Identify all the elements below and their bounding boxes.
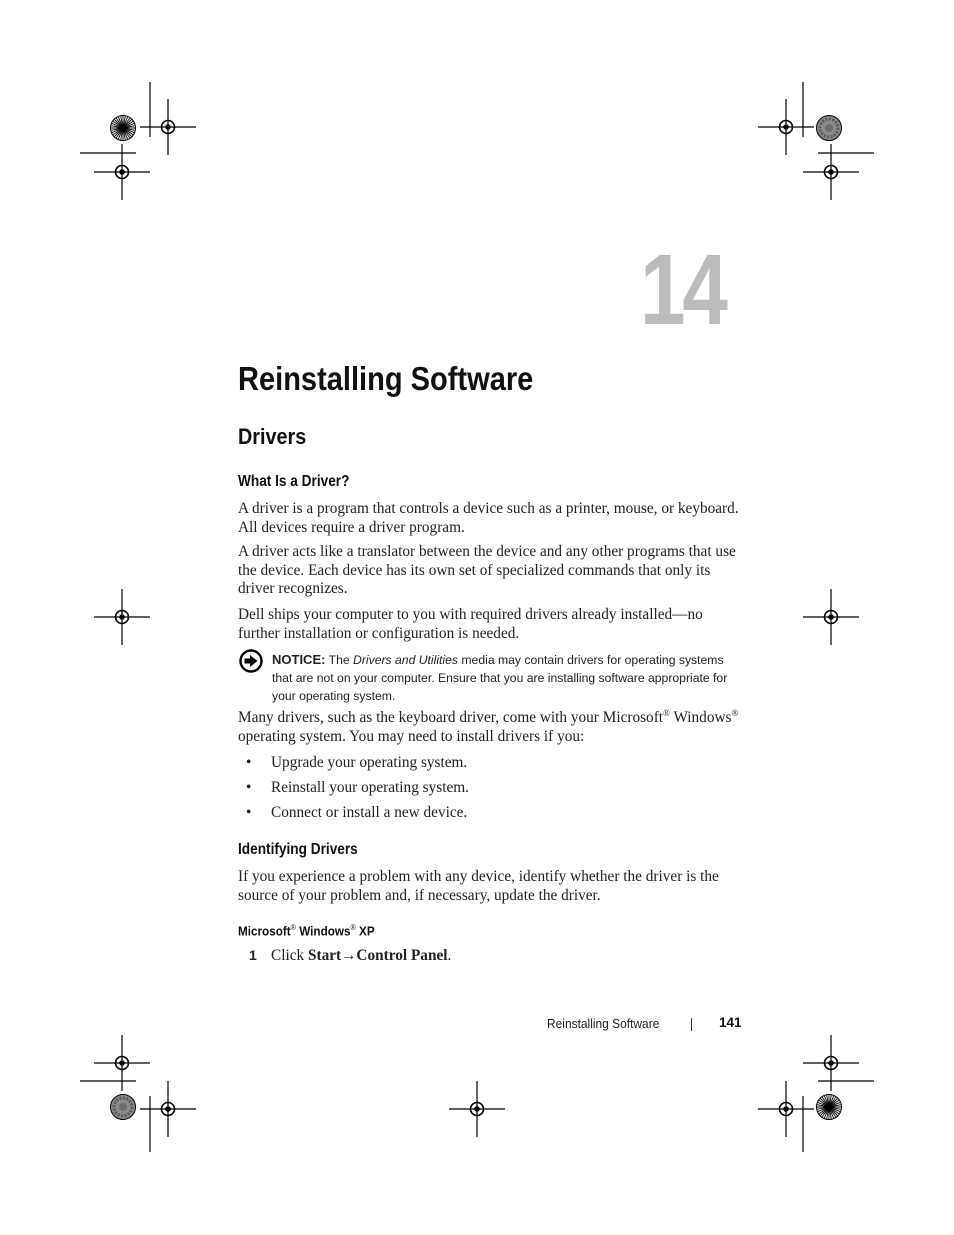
subheading-text-a: Microsoft <box>238 923 291 939</box>
paragraph-driver-translator: A driver acts like a translator between the device and any other programs that use the device. Each device has its own set of specialized commands that only its driver recognizes. <box>238 543 736 598</box>
paragraph-dell-ships: Dell ships your computer to you with required drivers already installed—no further installation or configuration is needed. <box>238 606 703 642</box>
bullet-mark: • <box>246 779 252 796</box>
footer-section-name: Reinstalling Software <box>547 1016 660 1031</box>
footer-divider <box>691 1018 692 1031</box>
notice-media-name: Drivers and Utilities <box>353 653 459 667</box>
registration-mark-icon: ® <box>663 708 670 718</box>
step-instruction <box>271 947 451 965</box>
registration-mark-icon: ® <box>731 708 739 718</box>
paragraph-driver-definition: A driver is a program that controls a device such as a printer, mouse, or keyboard. All devices require a driver program. <box>238 500 739 536</box>
chapter-title: Reinstalling Software <box>238 360 534 397</box>
chapter-number: 14 <box>640 234 725 346</box>
list-item: Connect or install a new device. <box>271 804 468 821</box>
page-number: 141 <box>719 1015 742 1030</box>
paragraph-identifying: If you experience a problem with any device, identify whether the driver is the source of your problem and, if necessary, update the driver. <box>238 868 719 904</box>
subheading-text-b: Windows <box>299 923 351 939</box>
paragraph-many-drivers <box>238 709 743 746</box>
step-control-panel-label: Control Panel <box>356 947 448 964</box>
notice-label: NOTICE: <box>272 652 326 667</box>
step-number: 1 <box>249 947 257 963</box>
arrow-right-icon: → <box>341 947 357 964</box>
registration-mark-icon: ® <box>350 923 356 932</box>
heading-what-is-driver: What Is a Driver? <box>238 473 350 490</box>
list-item: Reinstall your operating system. <box>271 779 469 796</box>
bullet-mark: • <box>246 804 252 821</box>
subheading-text-c: XP <box>359 923 375 939</box>
step-text-end: . <box>447 947 452 964</box>
list-item: Upgrade your operating system. <box>271 754 468 771</box>
step-text-pre: Click <box>271 947 305 964</box>
many-drivers-text-b: Windows <box>673 709 732 726</box>
subheading-windows-xp <box>238 923 375 938</box>
heading-identifying-drivers: Identifying Drivers <box>238 841 358 858</box>
notice-text-post: media may contain drivers for operating systems that are not on your computer. Ensure that you are installing software appropriate for your operating system. <box>272 653 728 703</box>
notice-box <box>272 651 747 705</box>
many-drivers-text-c: operating system. You may need to install drivers if you: <box>238 727 585 745</box>
bullet-mark: • <box>246 754 252 771</box>
registration-mark-icon: ® <box>290 923 296 932</box>
notice-arrow-icon <box>239 649 263 673</box>
many-drivers-text-a: Many drivers, such as the keyboard driver, come with your Microsoft <box>238 709 664 726</box>
section-title: Drivers <box>238 424 307 449</box>
step-start-label: Start <box>307 947 342 964</box>
notice-text-pre: The <box>328 653 350 667</box>
